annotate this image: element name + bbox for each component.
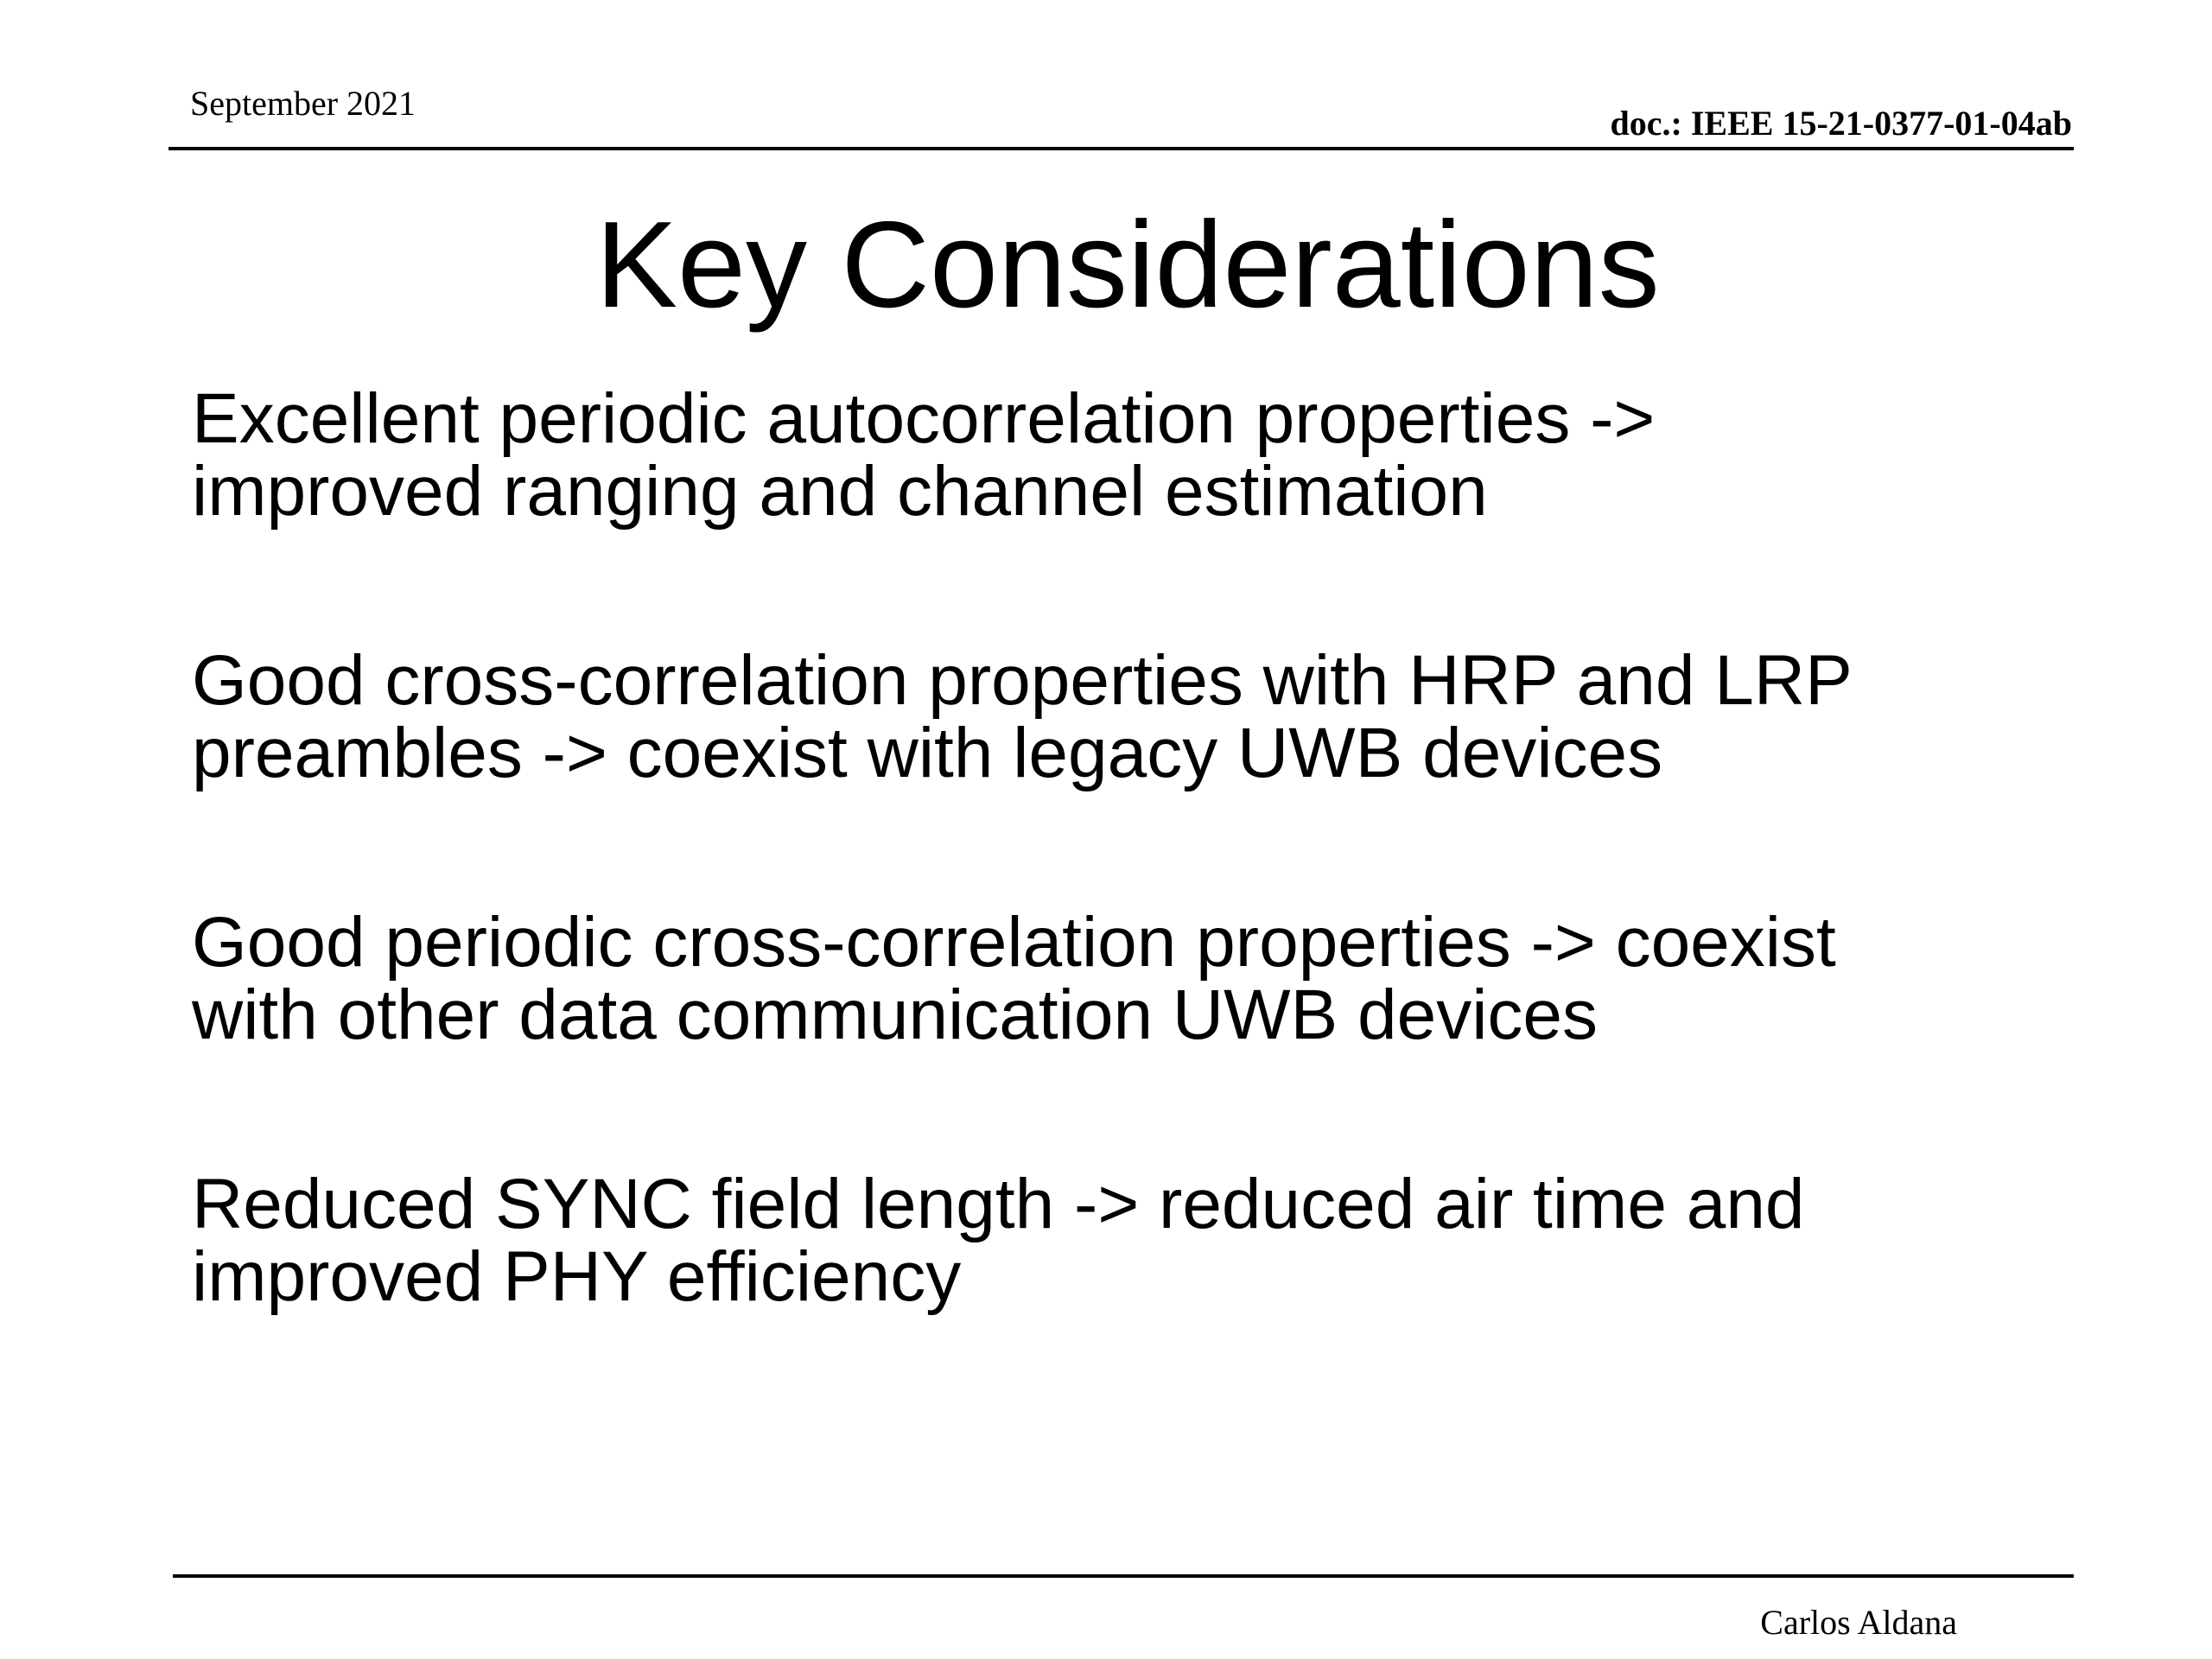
bullet-line: improved ranging and channel estimation <box>192 452 1488 531</box>
footer-author: Carlos Aldana <box>1760 1603 1957 1642</box>
document-id: doc.: IEEE 15-21-0377-01-04ab <box>1610 104 2072 143</box>
slide-title: Key Considerations <box>595 196 1660 334</box>
bullet-item <box>192 903 2093 1054</box>
header-divider <box>168 147 2074 150</box>
bullet-item <box>192 379 2093 531</box>
bullet-line: Good periodic cross-correlation properties -> coexist <box>192 903 1836 982</box>
footer-divider <box>173 1574 2074 1578</box>
bullet-line: Reduced SYNC field length -> reduced air time and <box>192 1165 1805 1243</box>
bullet-line: Good cross-correlation properties with HRP and LRP <box>192 641 1853 720</box>
bullet-item <box>192 641 2093 792</box>
bullet-item <box>192 1165 2093 1316</box>
bullet-line: with other data communication UWB devices <box>192 976 1599 1054</box>
header-date: September 2021 <box>190 84 416 123</box>
bullet-line: improved PHY efficiency <box>192 1237 962 1316</box>
bullet-line: Excellent periodic autocorrelation properties -> <box>192 379 1656 458</box>
bullet-line: preambles -> coexist with legacy UWB devices <box>192 714 1663 792</box>
bullet-list <box>192 379 2093 1430</box>
